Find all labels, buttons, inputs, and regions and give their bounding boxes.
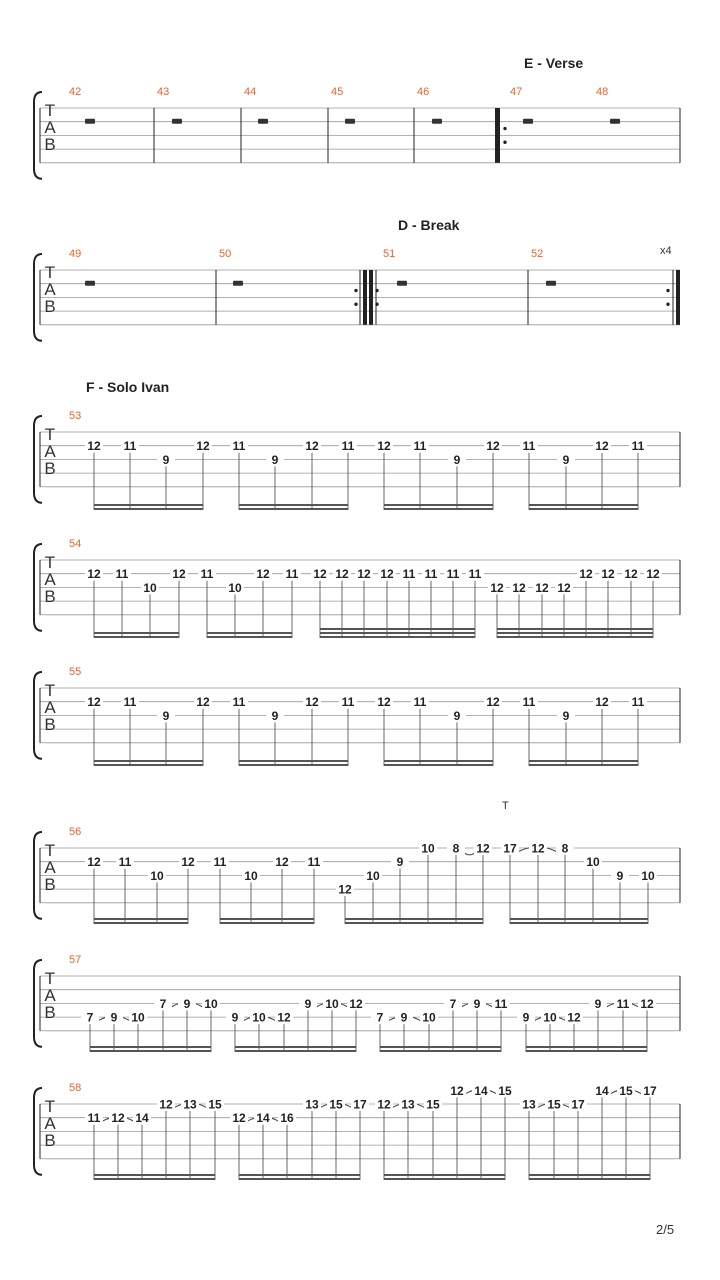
fret-number: 17 [503,841,517,856]
fret-number: 12 [377,1097,391,1112]
fret-number: 12 [275,855,289,870]
beam [345,922,483,924]
measure-number: 48 [596,86,609,98]
fret-number: 9 [183,996,191,1011]
fret-number: 12 [531,841,545,856]
fret-number: 9 [271,708,279,723]
fret-number: 10 [421,841,435,856]
repeat-dot [375,289,378,292]
fret-number: 12 [232,1111,246,1126]
repeat-dot [375,303,378,306]
fret-number: 13 [305,1097,319,1112]
fret-number: 11 [468,567,482,582]
fret-number: 10 [543,1010,557,1025]
beam [384,504,493,506]
fret-number: 12 [335,567,349,582]
fret-number: 15 [498,1083,512,1098]
fret-number: 12 [349,996,363,1011]
rest-symbol [233,281,243,286]
beam [220,918,314,920]
repeat-dot [666,303,669,306]
fret-number: 9 [562,452,570,467]
fret-number: 9 [110,1010,118,1025]
beam [510,918,648,920]
section-verse-label: E - Verse [524,55,584,71]
fret-number: 10 [204,996,218,1011]
tab-clef-letter: A [44,570,56,589]
fret-number: 12 [87,855,101,870]
tab-clef-letter: T [44,969,56,988]
tap-marker: T [502,800,509,812]
fret-number: 11 [213,855,227,870]
tab-system-4 [0,530,720,650]
fret-number: 7 [449,996,457,1011]
fret-number: 9 [453,452,461,467]
tab-clef-letter: B [44,715,56,734]
beam [529,1178,650,1180]
tab-system-6 [0,818,720,938]
fret-number: 17 [643,1083,657,1098]
fret-number: 12 [486,439,500,454]
fret-number: 12 [624,567,638,582]
tab-clef-letter: B [44,1131,56,1150]
fret-number: 11 [446,567,460,582]
beam [380,1050,501,1052]
fret-number: 11 [424,567,438,582]
fret-number: 11 [232,695,246,710]
measure-number: 57 [69,954,82,966]
repeat-dot [354,289,357,292]
tab-clef-letter: A [44,118,56,137]
fret-number: 10 [325,996,339,1011]
measure-number: 45 [331,86,344,98]
fret-number: 16 [280,1111,294,1126]
fret-number: 9 [396,855,404,870]
beam [526,1050,647,1052]
rest-symbol [546,281,556,286]
fret-number: 11 [232,439,246,454]
beam [345,918,483,920]
tab-clef-letter: A [44,698,56,717]
beam [94,636,179,638]
rest-symbol [397,281,407,286]
beam [90,1046,211,1048]
fret-number: 11 [200,567,214,582]
fret-number: 14 [474,1083,488,1098]
measure-number: 56 [69,826,82,838]
fret-number: 12 [377,439,391,454]
section-solo-label: F - Solo Ivan [86,379,170,395]
fret-number: 11 [631,695,645,710]
fret-number: 12 [476,841,490,856]
rest-symbol [432,119,442,124]
fret-number: 9 [594,996,602,1011]
fret-number: 11 [413,439,427,454]
beam [529,508,638,510]
fret-number: 8 [561,841,569,856]
fret-number: 11 [123,695,137,710]
fret-number: 10 [422,1010,436,1025]
fret-number: 12 [595,695,609,710]
fret-number: 9 [616,868,624,883]
fret-number: 12 [305,439,319,454]
fret-number: 12 [377,695,391,710]
fret-number: 12 [172,567,186,582]
measure-number: 50 [219,248,232,260]
double-barline [495,108,500,163]
beam [529,764,638,766]
fret-number: 12 [87,695,101,710]
tab-clef-letter: T [44,681,56,700]
fret-number: 15 [329,1097,343,1112]
beam [239,1178,360,1180]
rest-symbol [610,119,620,124]
fret-number: 9 [162,708,170,723]
fret-number: 12 [557,580,571,595]
beam [94,508,203,510]
repeat-count: x4 [660,245,672,257]
fret-number: 12 [646,567,660,582]
tab-clef-letter: A [44,280,56,299]
fret-number: 12 [196,695,210,710]
fret-number: 12 [313,567,327,582]
fret-number: 11 [522,695,536,710]
tab-system-3 [0,402,720,522]
fret-number: 12 [579,567,593,582]
tab-clef-letter: B [44,875,56,894]
fret-number: 15 [208,1097,222,1112]
rest-symbol [172,119,182,124]
fret-number: 14 [135,1111,149,1126]
fret-number: 10 [244,868,258,883]
tab-clef-letter: T [44,553,56,572]
tab-clef-letter: A [44,858,56,877]
fret-number: 12 [111,1111,125,1126]
measure-number: 47 [510,86,523,98]
fret-number: 12 [87,567,101,582]
fret-number: 12 [196,439,210,454]
fret-number: 9 [304,996,312,1011]
fret-number: 11 [341,695,355,710]
fret-number: 11 [87,1111,101,1126]
beam [94,764,203,766]
rest-symbol [345,119,355,124]
fret-number: 15 [426,1097,440,1112]
measure-number: 52 [531,248,544,260]
tab-system-1 [0,78,720,198]
measure-number: 46 [417,86,430,98]
beam [320,632,475,634]
fret-number: 11 [115,567,129,582]
fret-number: 12 [256,567,270,582]
repeat-dot [666,289,669,292]
beam [384,508,493,510]
repeat-start-bar [369,270,373,325]
tab-system-2 [0,240,720,360]
fret-number: 9 [162,452,170,467]
tab-system-5 [0,658,720,778]
fret-number: 12 [277,1010,291,1025]
beam [94,922,188,924]
fret-number: 11 [341,439,355,454]
beam [529,760,638,762]
fret-number: 11 [118,855,132,870]
fret-number: 7 [376,1010,384,1025]
beam [380,1046,501,1048]
repeat-dot [503,127,506,130]
fret-number: 17 [571,1097,585,1112]
fret-number: 11 [494,996,508,1011]
beam [94,632,179,634]
fret-number: 12 [380,567,394,582]
fret-number: 11 [285,567,299,582]
fret-number: 10 [641,868,655,883]
fret-number: 14 [595,1083,609,1098]
tab-clef-letter: B [44,587,56,606]
measure-number: 53 [69,410,82,422]
beam [384,1174,505,1176]
section-break-label: D - Break [398,217,460,233]
fret-number: 12 [87,439,101,454]
fret-number: 10 [252,1010,266,1025]
beam [207,636,292,638]
beam [239,760,348,762]
rest-symbol [523,119,533,124]
beam [94,1178,215,1180]
repeat-dot [503,141,506,144]
fret-number: 12 [595,439,609,454]
fret-number: 9 [231,1010,239,1025]
measure-number: 55 [69,666,82,678]
beam [239,508,348,510]
fret-number: 12 [640,996,654,1011]
fret-number: 8 [452,841,460,856]
measure-number: 44 [244,86,257,98]
tab-clef-letter: T [44,1097,56,1116]
tab-system-8 [0,1074,720,1194]
tab-clef-letter: B [44,1003,56,1022]
beam [235,1050,356,1052]
rest-symbol [85,281,95,286]
fret-number: 9 [473,996,481,1011]
fret-number: 11 [616,996,630,1011]
fret-number: 10 [150,868,164,883]
beam [94,760,203,762]
fret-number: 12 [305,695,319,710]
measure-number: 51 [383,248,396,260]
fret-number: 9 [271,452,279,467]
beam [497,632,653,634]
measure-number: 43 [157,86,170,98]
beam [529,1174,650,1176]
beam [384,1178,505,1180]
measure-number: 49 [69,248,82,260]
beam [90,1050,211,1052]
fret-number: 9 [453,708,461,723]
fret-number: 9 [562,708,570,723]
beam [94,504,203,506]
beam [94,918,188,920]
fret-number: 12 [357,567,371,582]
fret-number: 7 [86,1010,94,1025]
fret-number: 13 [522,1097,536,1112]
beam [526,1046,647,1048]
fret-number: 11 [123,439,137,454]
measure-number: 54 [69,538,82,550]
tab-clef-letter: A [44,1114,56,1133]
fret-number: 12 [338,882,352,897]
tab-clef-letter: B [44,297,56,316]
tab-clef-letter: B [44,135,56,154]
repeat-end-bar [363,270,367,325]
fret-number: 10 [143,580,157,595]
fret-number: 11 [413,695,427,710]
page-number: 2/5 [656,1222,675,1237]
beam [497,636,653,638]
fret-number: 9 [400,1010,408,1025]
fret-number: 10 [131,1010,145,1025]
fret-number: 12 [486,695,500,710]
beam [320,636,475,638]
tab-clef-letter: A [44,986,56,1005]
fret-number: 10 [228,580,242,595]
beam [239,504,348,506]
rest-symbol [258,119,268,124]
tab-clef-letter: A [44,442,56,461]
beam [320,628,475,630]
fret-number: 10 [586,855,600,870]
tab-clef-letter: T [44,263,56,282]
fret-number: 13 [401,1097,415,1112]
tab-system-7 [0,946,720,1066]
fret-number: 10 [366,868,380,883]
fret-number: 12 [601,567,615,582]
beam [529,504,638,506]
fret-number: 12 [535,580,549,595]
fret-number: 14 [256,1111,270,1126]
beam [239,1174,360,1176]
fret-number: 17 [353,1097,367,1112]
tab-clef-letter: T [44,425,56,444]
rest-symbol [85,119,95,124]
repeat-dot [354,303,357,306]
tab-clef-letter: T [44,101,56,120]
tab-clef-letter: B [44,459,56,478]
beam [497,628,653,630]
fret-number: 12 [159,1097,173,1112]
measure-number: 42 [69,86,82,98]
tab-clef-letter: T [44,841,56,860]
fret-number: 12 [490,580,504,595]
fret-number: 12 [450,1083,464,1098]
fret-number: 11 [402,567,416,582]
fret-number: 12 [512,580,526,595]
beam [510,922,648,924]
fret-number: 7 [159,996,167,1011]
fret-number: 15 [547,1097,561,1112]
beam [220,922,314,924]
beam [239,764,348,766]
fret-number: 11 [307,855,321,870]
repeat-end-bar [676,270,680,325]
fret-number: 12 [567,1010,581,1025]
measure-number: 58 [69,1082,82,1094]
fret-number: 12 [181,855,195,870]
fret-number: 13 [183,1097,197,1112]
beam [207,632,292,634]
beam [384,760,493,762]
fret-number: 9 [522,1010,530,1025]
beam [94,1174,215,1176]
fret-number: 15 [619,1083,633,1098]
fret-number: 11 [522,439,536,454]
beam [384,764,493,766]
beam [235,1046,356,1048]
fret-number: 11 [631,439,645,454]
